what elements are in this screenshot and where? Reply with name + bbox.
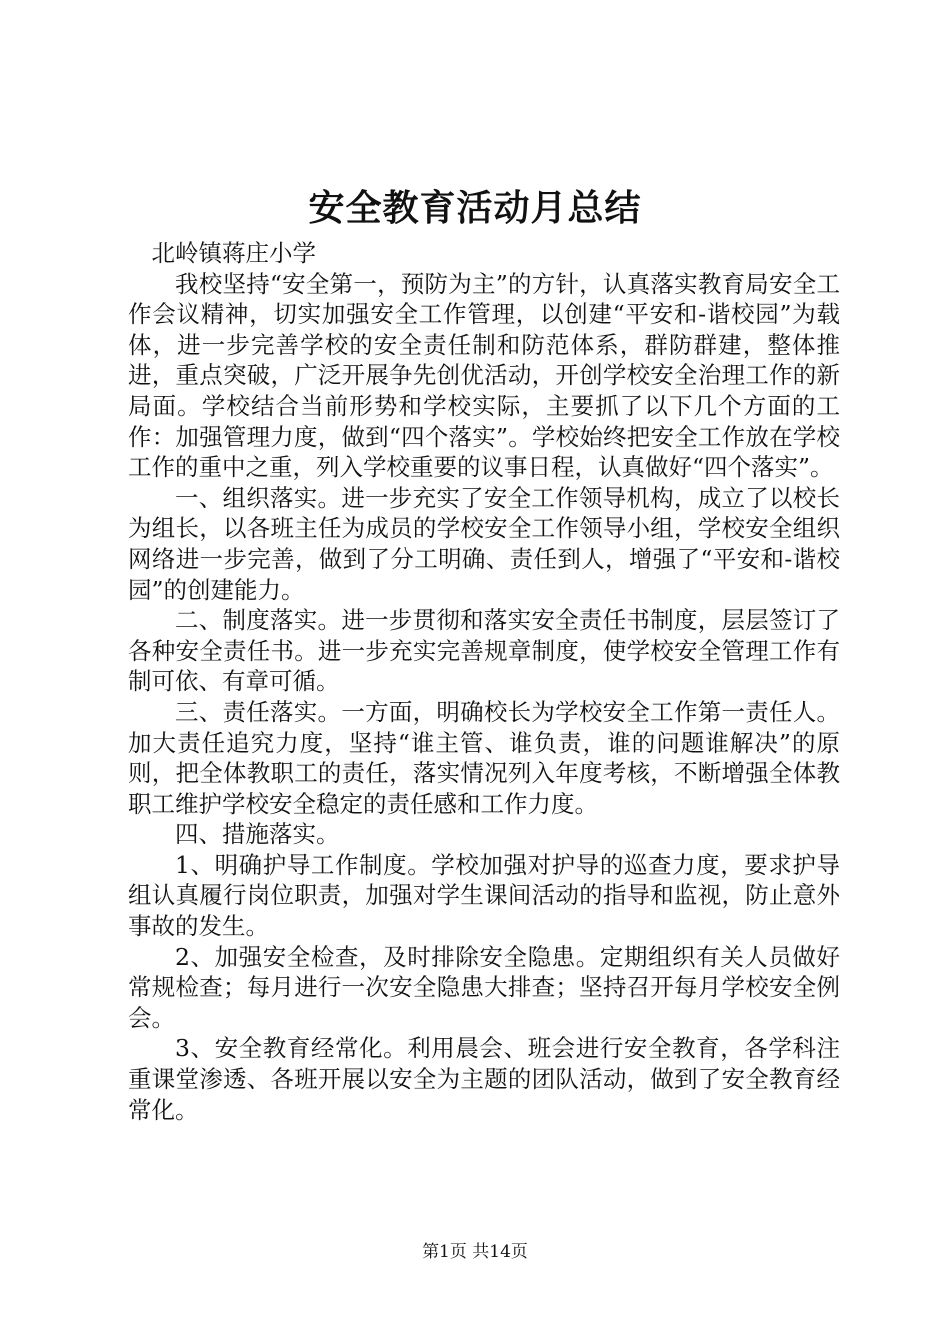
paragraph-measures-heading: 四、措施落实。 [175,820,340,849]
document-body [128,238,840,1125]
paragraph-measure-2: 2、加强安全检查，及时排除安全隐患。定期组织有关人员做好常规检查；每月进行一次安全隐患大排查；坚持召开每月学校安全例会。 [128,942,840,1032]
paragraph-measure-1: 1、明确护导工作制度。学校加强对护导的巡查力度，要求护导组认真履行岗位职责，加强对学生课间活动的指导和监视，防止意外事故的发生。 [128,850,840,941]
paragraph-organization: 一、组织落实。进一步充实了安全工作领导机构，成立了以校长为组长，以各班主任为成员的学校安全工作领导小组，学校安全组织网络进一步完善，做到了分工明确、责任到人，增强了“平安和-谐校园”的创建能力。 [128,483,840,604]
paragraph-measure-3: 3、安全教育经常化。利用晨会、班会进行安全教育，各学科注重课堂渗透、各班开展以安全为主题的团队活动，做到了安全教育经常化。 [128,1034,840,1124]
school-name: 北岭镇蒋庄小学 [151,239,316,267]
page-footer: 第1页 共14页 [422,1242,528,1262]
paragraph-intro: 我校坚持“安全第一，预防为主”的方针，认真落实教育局安全工作会议精神，切实加强安全工作管理，以创建“平安和-谐校园”为载体，进一步完善学校的安全责任制和防范体系，群防群建，整体推进，重点突破，广泛开展争先创优活动，开创学校安全治理工作的新局面。学校结合当前形势和学校实际，主要抓了以下几个方面的工作：加强管理力度，做到“四个落实”。学校始终把安全工作放在学校工作的重中之重，列入学校重要的议事日程，认真做好“四个落实”。 [128,269,840,482]
paragraph-responsibility: 三、责任落实。一方面，明确校长为学校安全工作第一责任人。加大责任追究力度，坚持“谁主管、谁负责，谁的问题谁解决”的原则，把全体教职工的责任，落实情况列入年度考核，不断增强全体教职工维护学校安全稳定的责任感和工作力度。 [128,697,840,818]
paragraph-system: 二、制度落实。进一步贯彻和落实安全责任书制度，层层签订了各种安全责任书。进一步充实完善规章制度，使学校安全管理工作有制可依、有章可循。 [128,606,840,696]
document-title: 安全教育活动月总结 [308,187,642,229]
